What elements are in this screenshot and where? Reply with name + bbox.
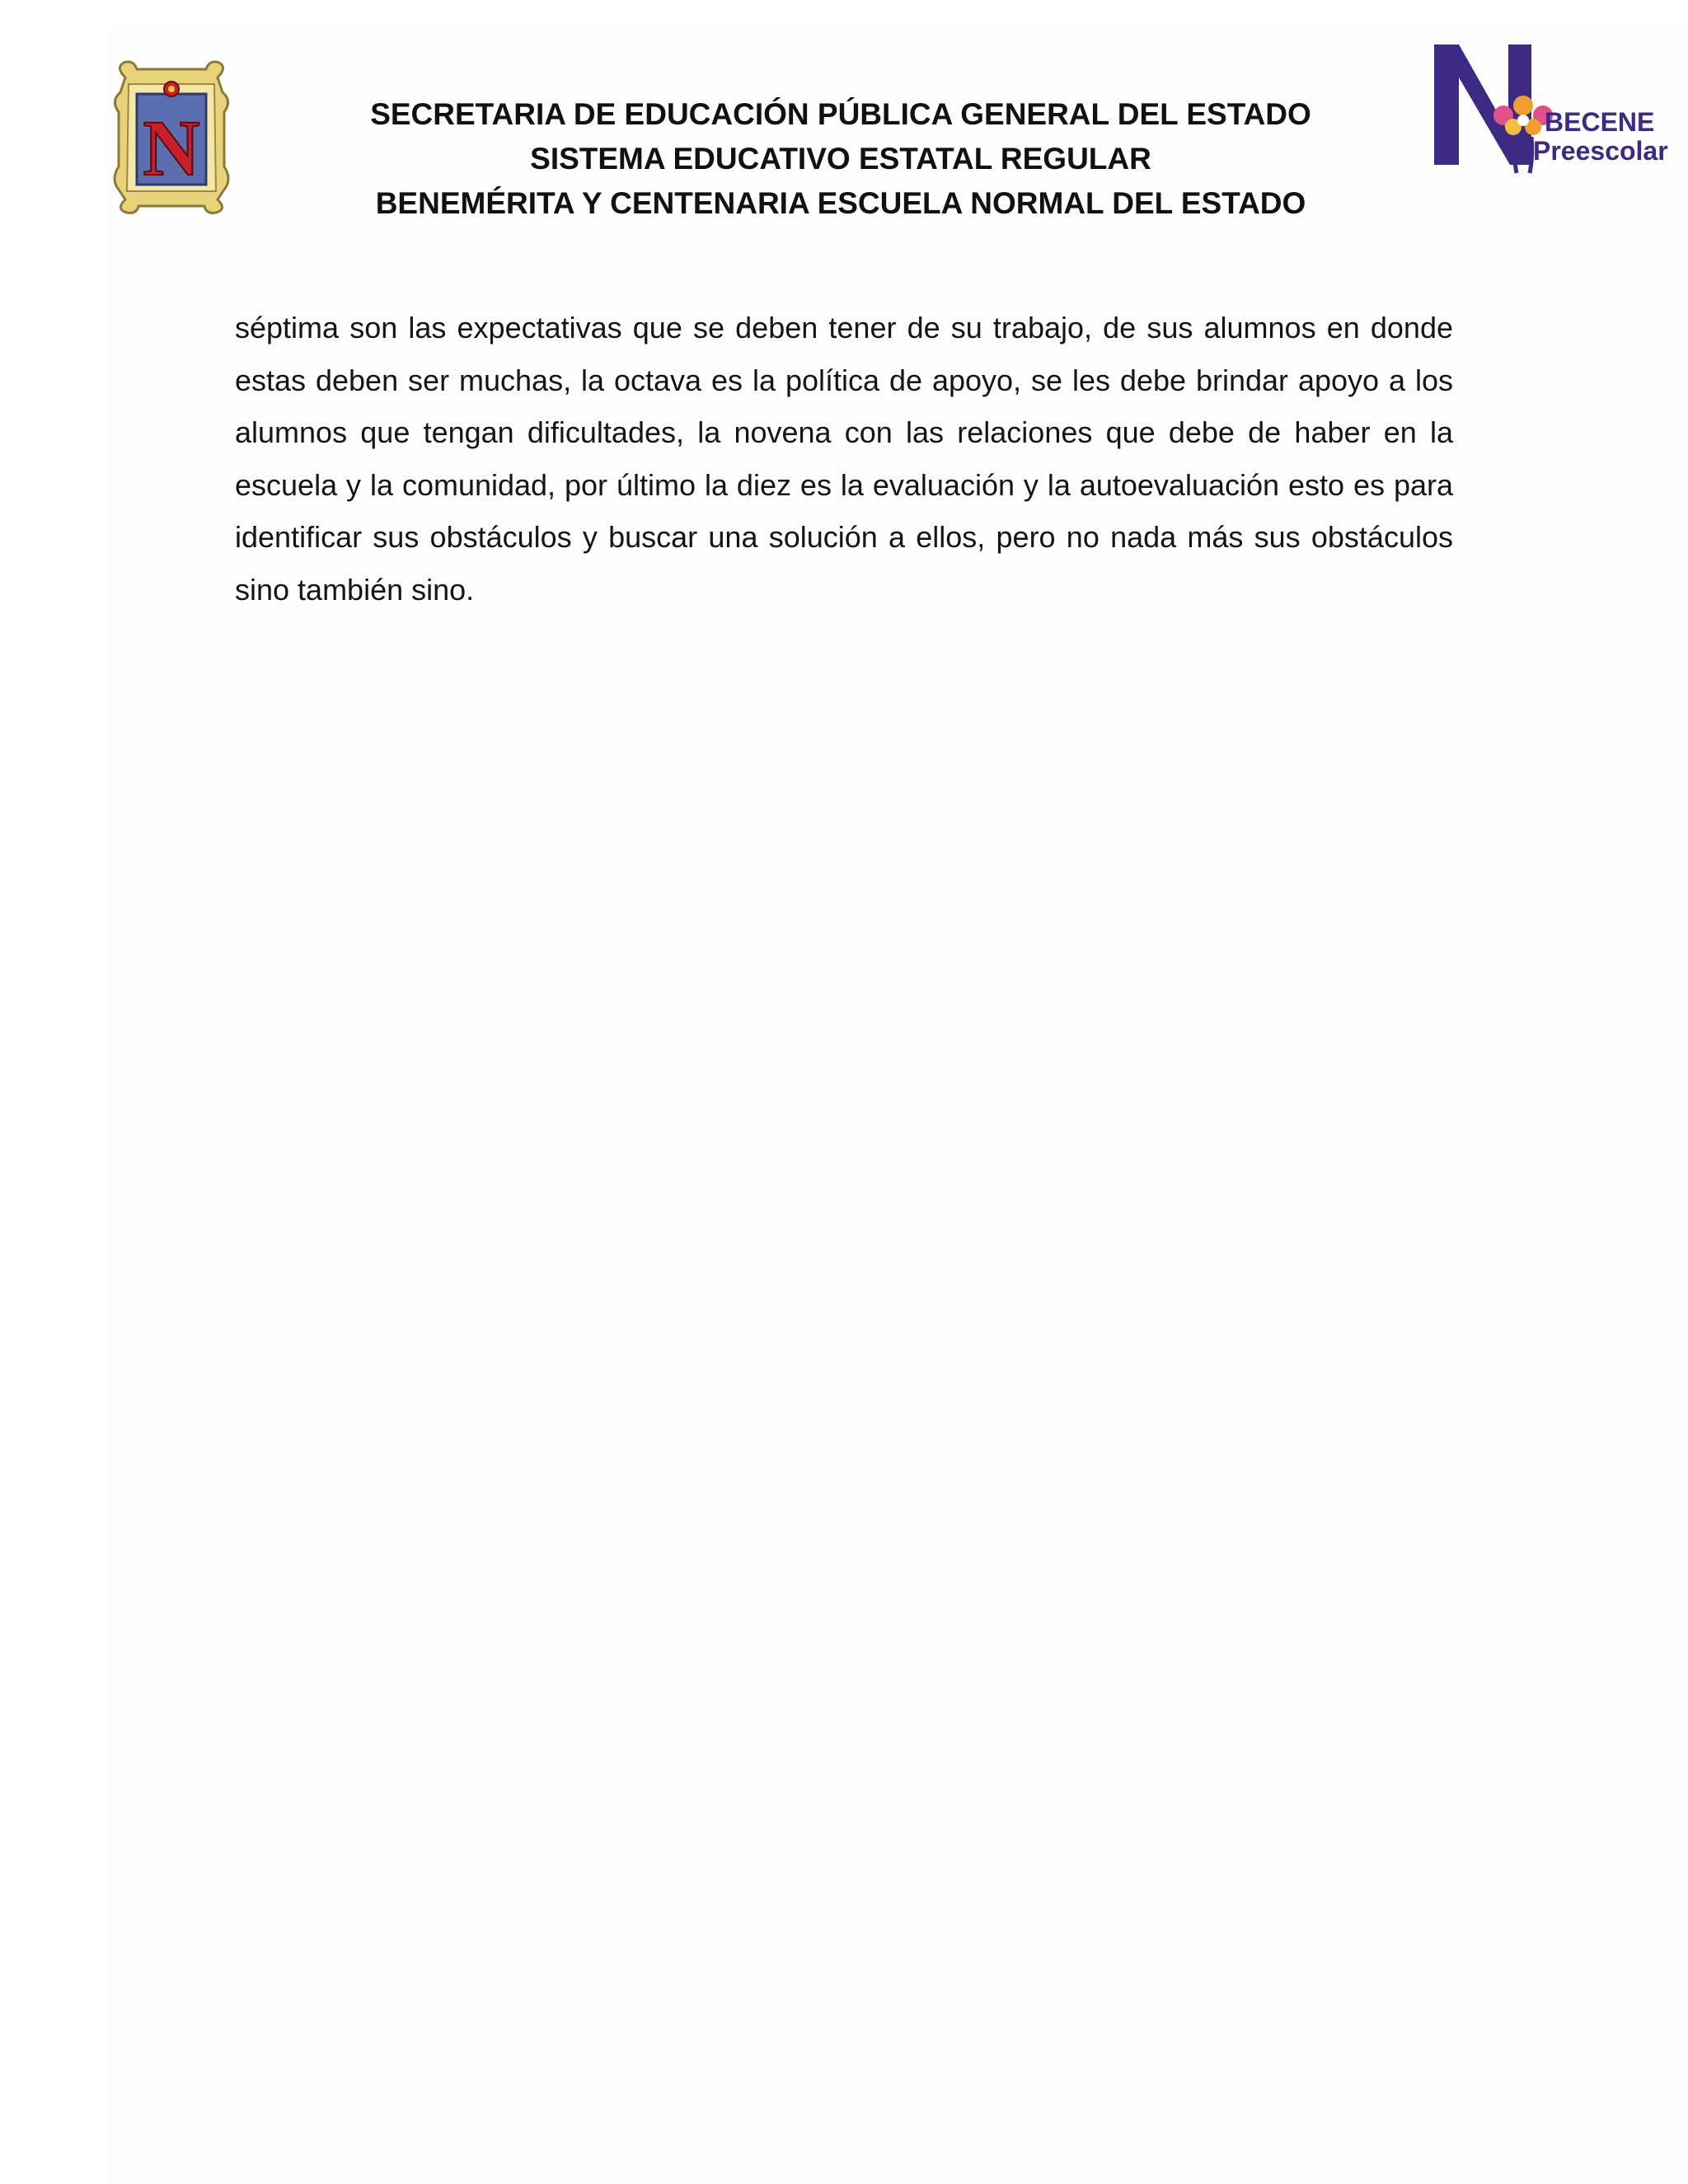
becene-sub: Preescolar: [1533, 136, 1668, 166]
header-line-1: SECRETARIA DE EDUCACIÓN PÚBLICA GENERAL DEL ESTADO: [370, 97, 1311, 131]
crest-n-icon: [109, 59, 234, 216]
becene-name: BECENE: [1545, 107, 1655, 137]
becene-logo-icon: [1434, 41, 1673, 177]
crest-letter: N: [143, 104, 200, 192]
document-header: [0, 0, 1688, 247]
body-paragraph: séptima son las expectativas que se deben tener de su trabajo, de sus alumnos en donde estas deben ser muchas, la octava es la política de apoyo, se les debe brindar apoyo a los alumnos que tengan dificultades, la novena con las relaciones que debe de haber en la escuela y la comunidad, por último la diez es la evaluación y la autoevaluación esto es para identificar sus obstáculos y buscar una solución a ellos, pero no nada más sus obstáculos sino también sino.: [235, 311, 1453, 607]
header-line-3: BENEMÉRITA Y CENTENARIA ESCUELA NORMAL DEL ESTADO: [375, 186, 1306, 220]
header-line-2: SISTEMA EDUCATIVO ESTATAL REGULAR: [530, 142, 1151, 176]
header-titles: [272, 92, 1409, 226]
